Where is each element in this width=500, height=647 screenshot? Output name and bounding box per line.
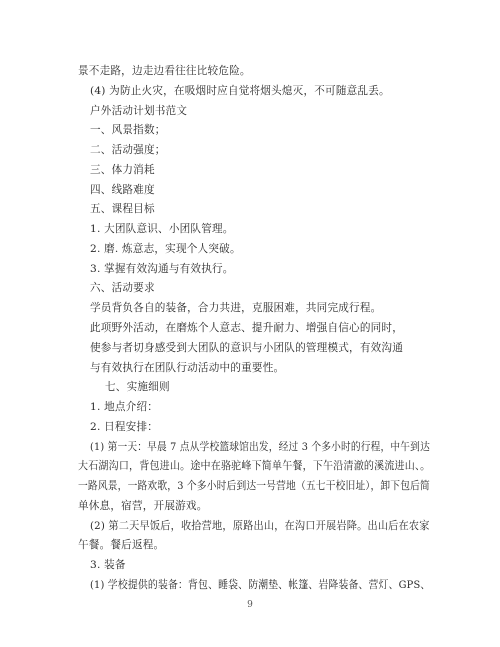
text-line: 2. 磨. 炼意志，实现个人突破。 xyxy=(90,243,241,255)
text-line: 2. 日程安排： xyxy=(90,421,159,433)
text-line: 3. 装备 xyxy=(90,559,126,571)
text-line: 1. 地点介绍： xyxy=(90,401,159,413)
text-line: 使参与者切身感受到大团队的意识与小团队的管理模式，有效沟通 xyxy=(90,342,404,354)
text-line: 大石湖沟口，背包进山。途中在骆驼峰下简单午餐，下午沿清澈的溪流进山、。 xyxy=(78,460,431,472)
text-line: 午餐。餐后返程。 xyxy=(78,539,165,551)
text-line: 二、活动强度； xyxy=(90,144,166,156)
text-line: 景不走路，边走边看往往比较危险。 xyxy=(78,65,251,77)
text-line: 1. 大团队意识、小团队管理。 xyxy=(90,223,234,235)
text-line: 与有效执行在团队行动活动中的重要性。 xyxy=(90,362,285,374)
text-line: (4) 为防止火灾，在吸烟时应自觉将烟头熄灭，不可随意乱丢。 xyxy=(90,85,390,97)
text-line: 七、实施细则 xyxy=(105,381,170,393)
text-line: 3. 掌握有效沟通与有效执行。 xyxy=(90,263,234,275)
text-line: 此项野外活动，在磨炼个人意志、提升耐力、增强自信心的同时， xyxy=(90,322,404,334)
text-line: (1) 第一天：早晨 7 点从学校篮球馆出发，经过 3 个多小时的行程，中午到达 xyxy=(90,441,430,453)
page-number: 9 xyxy=(247,600,253,610)
text-line: 学员背负各自的装备，合力共进，克服困难，共同完成行程。 xyxy=(90,302,382,314)
text-line: 一、风景指数； xyxy=(90,124,166,136)
text-line: 一路风景，一路欢歌，3 个多小时后到达一号营地（五七干校旧址），卸下包后简 xyxy=(78,480,430,492)
text-line: 单休息，宿营，开展游戏。 xyxy=(78,500,208,512)
text-line: (2) 第二天早饭后，收拾营地，原路出山，在沟口开展岩降。出山后在农家 xyxy=(90,520,430,532)
text-line: 五、课程目标 xyxy=(90,203,155,215)
text-line: 四、线路难度 xyxy=(90,184,155,196)
text-line: 六、活动要求 xyxy=(90,282,155,294)
text-line: 三、体力消耗 xyxy=(90,164,155,176)
text-line: (1) 学校提供的装备：背包、睡袋、防潮垫、帐篷、岩降装备、营灯、GPS、 xyxy=(90,579,431,591)
section-title: 户外活动计划书范文 xyxy=(90,105,188,117)
